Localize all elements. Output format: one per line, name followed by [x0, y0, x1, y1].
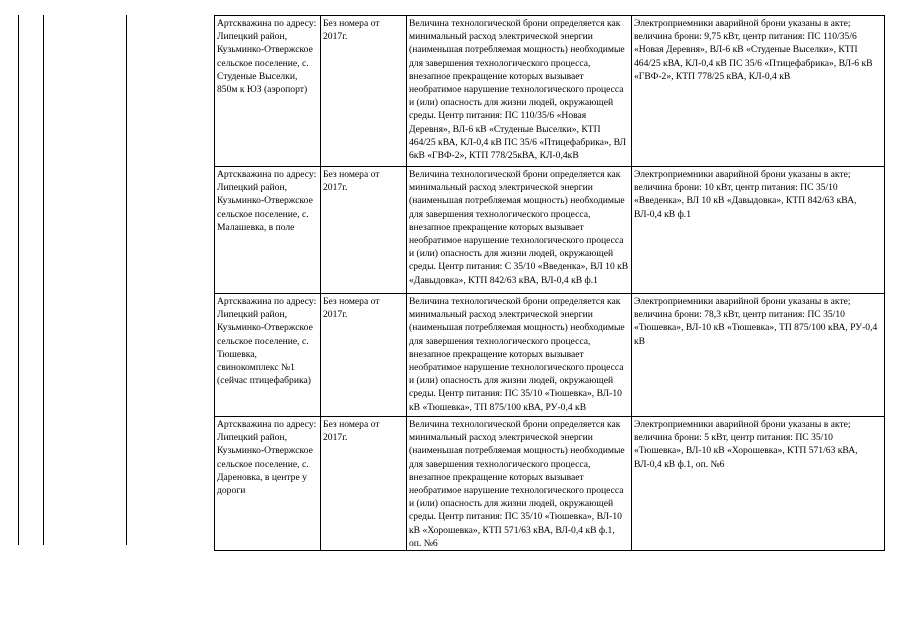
table-row	[215, 417, 885, 551]
emergency-reserve-cell: Электроприемники аварийной брони указаны в акте; величина брони: 10 кВт, центр питания: ПС 35/10 «Введенка», ВЛ 10 кВ «Давыдовка», КТП 842/63 кВА, ВЛ-0,4 кВ ф.1	[632, 167, 885, 294]
emergency-reserve-cell: Электроприемники аварийной брони указаны в акте; величина брони: 9,75 кВт, центр питания: ПС 110/35/6 «Новая Деревня», ВЛ-6 кВ «Студеные Выселки», КТП 464/25 кВА, КЛ-0,4 кВ ПС 35/6 «Птицефабрика», ВЛ-6 кВ «ГВФ-2», КТП 778/25 кВА, КЛ-0,4 кВ	[632, 16, 885, 167]
technological-reserve-cell: Величина технологической брони определяется как минимальный расход электрической энергии (наименьшая потребляемая мощность) необходимые для завершения технологического процесса, внезапное прекращение которых вызывает необратимое нарушение технологического процесса и (или) опасность для жизни людей, окружающей среды. Центр питания: ПС 35/10 «Тюшевка», ВЛ-10 кВ «Хорошевка», КТП 571/63 кВА, ВЛ-0,4 кВ ф.1, оп. №6	[407, 417, 632, 551]
table-row	[215, 167, 885, 294]
object-address-cell: Артскважина по адресу: Липецкий район, Кузьминко-Отвержское сельское поселение, с. Тюшевка, свинокомплекс №1 (сейчас птицефабрика)	[215, 294, 321, 417]
emergency-reserve-cell: Электроприемники аварийной брони указаны в акте; величина брони: 78,3 кВт, центр питания: ПС 35/10 «Тюшевка», ВЛ-10 кВ «Тюшевка», ТП 875/100 кВА, РУ-0,4 кВ	[632, 294, 885, 417]
act-number-cell: Без номера от 2017г.	[321, 294, 407, 417]
left-border-line-1	[18, 15, 19, 545]
act-number-cell: Без номера от 2017г.	[321, 417, 407, 551]
technological-reserve-cell: Величина технологической брони определяется как минимальный расход электрической энергии (наименьшая потребляемая мощность) необходимые для завершения технологического процесса, внезапное прекращение которых вызывает необратимое нарушение технологического процесса и (или) опасность для жизни людей, окружающей среды. Центр питания: ПС 35/10 «Тюшевка», ВЛ-10 кВ «Тюшевка», ТП 875/100 кВА, РУ-0,4 кВ	[407, 294, 632, 417]
object-address-cell: Артскважина по адресу: Липецкий район, Кузьминко-Отвержское сельское поселение, с. Малашевка, в поле	[215, 167, 321, 294]
object-address-cell: Артскважина по адресу: Липецкий район, Кузьминко-Отвержское сельское поселение, с. Студеные Выселки, 850м к ЮЗ (аэропорт)	[215, 16, 321, 167]
left-border-line-2	[43, 15, 44, 545]
table-row	[215, 16, 885, 167]
object-address-cell: Артскважина по адресу: Липецкий район, Кузьминко-Отвержское сельское поселение, с. Дареновка, в центре у дороги	[215, 417, 321, 551]
emergency-reserve-cell: Электроприемники аварийной брони указаны в акте; величина брони: 5 кВт, центр питания: ПС 35/10 «Тюшевка», ВЛ-10 кВ «Хорошевка», КТП 571/63 кВА, ВЛ-0,4 кВ ф.1, оп. №6	[632, 417, 885, 551]
act-number-cell: Без номера от 2017г.	[321, 16, 407, 167]
technological-reserve-cell: Величина технологической брони определяется как минимальный расход электрической энергии (наименьшая потребляемая мощность) необходимые для завершения технологического процесса, внезапное прекращение которых вызывает необратимое нарушение технологического процесса и (или) опасность для жизни людей, окружающей среды. Центр питания: С 35/10 «Введенка», ВЛ 10 кВ «Давыдовка», КТП 842/63 кВА, ВЛ-0,4 кВ ф.1	[407, 167, 632, 294]
power-reserve-table	[214, 15, 885, 551]
act-number-cell: Без номера от 2017г.	[321, 167, 407, 294]
technological-reserve-cell: Величина технологической брони определяется как минимальный расход электрической энергии (наименьшая потребляемая мощность) необходимые для завершения технологического процесса, внезапное прекращение которых вызывает необратимое нарушение технологического процесса и (или) опасность для жизни людей, окружающей среды. Центр питания: ПС 110/35/6 «Новая Деревня», ВЛ-6 кВ «Студеные Выселки», КТП 464/25 кВА, КЛ-0,4 кВ ПС 35/6 «Птицефабрика», ВЛ 6кВ «ГВФ-2», КТП 778/25кВА, КЛ-0,4кВ	[407, 16, 632, 167]
left-border-line-3	[126, 15, 127, 545]
table-row	[215, 294, 885, 417]
